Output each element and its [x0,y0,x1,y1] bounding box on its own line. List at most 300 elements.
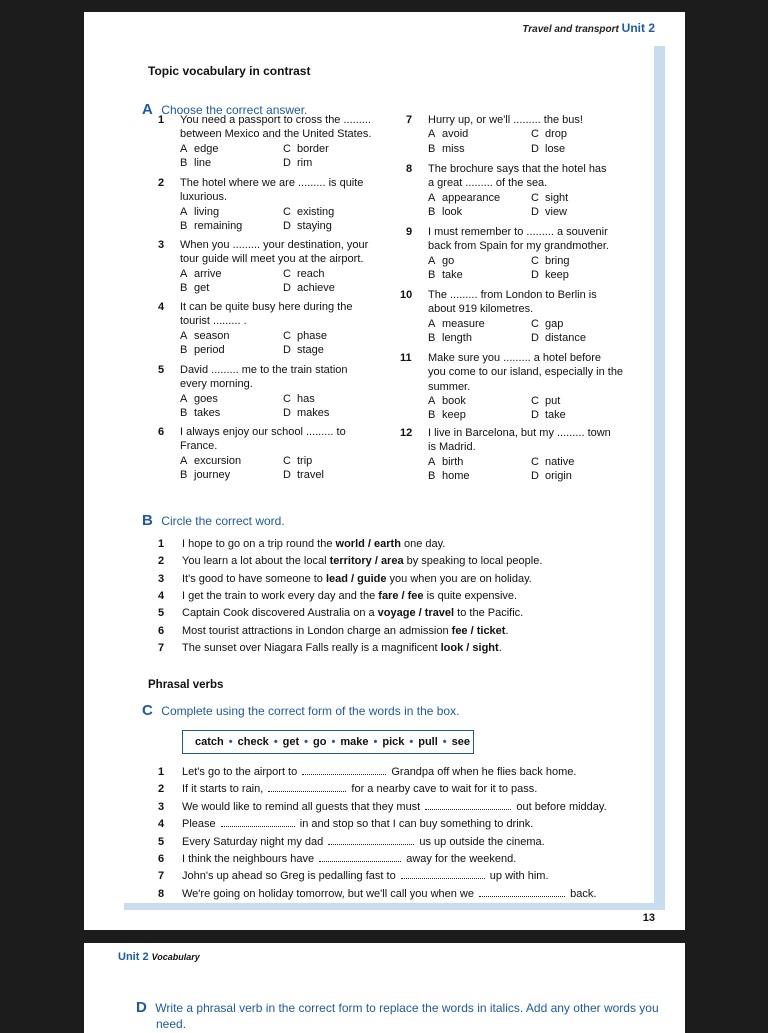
word-choice[interactable]: look / sight [440,641,499,654]
sentence-end: is quite expensive. [423,589,518,602]
option-text: phase [297,329,327,342]
option-d[interactable] [531,469,572,483]
section-a-letter: A [142,101,153,118]
option-letter: D [283,468,291,481]
option-letter: B [180,406,188,419]
option-a[interactable] [180,205,219,219]
page-number: 13 [642,912,655,924]
sentence-end: out before midday. [513,800,607,813]
option-d[interactable] [283,281,335,295]
option-letter: B [428,409,436,422]
option-text: gap [545,317,564,330]
option-letter: B [428,331,436,344]
section-b-header [142,512,285,530]
sentence-start: Most tourist attractions in London charge an admission [182,624,452,637]
separator-dot: • [442,736,447,748]
question-stem [428,225,628,254]
option-text: look [442,205,463,218]
word-choice[interactable]: fee / ticket [451,624,506,637]
option-text: avoid [442,128,469,141]
section-b-letter: B [142,512,153,529]
option-text: reach [297,267,325,280]
sentence-end: by speaking to local people. [403,555,543,568]
separator-dot: • [373,736,378,748]
section-c-header [142,702,459,720]
option-text: native [545,455,575,468]
option-text: line [194,156,212,169]
word-choice[interactable]: voyage / travel [377,607,455,620]
option-b[interactable] [180,219,242,233]
question-number: 6 [158,426,165,438]
question-stem-line: I must remember to ......... a souvenir [428,226,608,238]
section-d-title-cont: need. [156,1017,187,1031]
option-letter: C [531,455,539,468]
next-page-running-head [118,951,200,963]
option-b[interactable] [428,408,466,422]
question-stem-line: France. [180,440,218,453]
option-text: length [442,331,472,344]
sentence-start: John's up ahead so Greg is pedalling fast to [182,870,399,883]
question-stem-line: between Mexico and the United States. [180,128,372,141]
separator-dot: • [304,736,309,748]
section-b-item-number: 2 [158,555,165,568]
option-a[interactable] [428,191,500,205]
answer-blank[interactable] [401,877,485,879]
option-c[interactable] [283,454,312,468]
question-number: 9 [406,226,413,238]
option-text: get [194,281,210,294]
option-text: appearance [442,191,501,204]
running-head-title: Travel and transport [522,24,619,35]
phrasal-verbs-heading: Phrasal verbs [148,679,224,691]
option-letter: A [428,394,436,407]
option-letter: A [180,392,188,405]
option-text: birth [442,455,464,468]
section-c-item [182,836,545,848]
separator-dot: • [331,736,336,748]
option-text: origin [545,469,572,482]
option-letter: B [180,281,188,294]
option-text: stage [297,343,324,356]
question-stem [180,425,380,454]
option-a[interactable] [180,454,241,468]
question-number: 11 [400,352,412,364]
sentence-start: Please [182,818,219,831]
option-d[interactable] [531,408,566,422]
option-b[interactable] [428,205,462,219]
box-word: go [313,736,327,748]
question-stem-line: You need a passport to cross the ......... [180,114,371,126]
answer-blank[interactable] [328,843,414,845]
section-c-item-number: 7 [158,870,165,883]
option-a[interactable] [428,317,485,331]
option-text: achieve [297,281,335,294]
section-b-item [182,625,509,637]
option-d[interactable] [531,268,569,282]
question-stem-line: Hurry up, or we'll ......... the bus! [428,114,583,126]
question-stem [180,176,380,205]
sentence-start: Captain Cook discovered Australia on a [182,607,378,620]
sentence-end: in and stop so that I can buy something to drink. [296,818,534,831]
workbook-page-14-top [84,943,685,1033]
option-letter: B [180,156,188,169]
option-letter: D [283,281,291,294]
exercise-panel [124,46,665,910]
word-choice[interactable]: lead / guide [325,572,387,585]
option-text: takes [194,406,221,419]
box-word: get [282,736,300,748]
option-c[interactable] [283,392,315,406]
option-letter: D [283,156,291,169]
option-c[interactable] [531,127,567,141]
option-a[interactable] [428,254,454,268]
question-number: 2 [158,177,165,189]
running-head [522,21,655,35]
option-text: keep [545,268,569,281]
question-stem [180,363,380,392]
option-letter: A [180,142,188,155]
section-d-letter: D [136,999,147,1016]
option-letter: A [428,191,436,204]
sentence-end: you when you are on holiday. [386,572,532,585]
box-word: check [237,736,269,748]
sentence-end: us up outside the cinema. [416,835,545,848]
section-c-item-number: 4 [158,818,165,831]
word-choice[interactable]: world / earth [335,538,401,550]
question-number: 10 [400,289,413,301]
exercise-panel-body [124,46,654,903]
option-text: edge [194,142,219,155]
option-text: border [297,142,329,155]
option-letter: D [531,268,539,281]
answer-blank[interactable] [302,773,386,775]
box-word: catch [195,736,224,748]
question-stem [428,426,628,455]
option-a[interactable] [180,142,218,156]
question-stem [180,238,380,267]
option-c[interactable] [531,394,560,408]
sentence-start: The sunset over Niagara Falls really is a magnificent [182,641,441,654]
question-stem-line: you come to our island, especially in the [428,366,624,379]
section-b-item [182,642,502,654]
section-c-item [182,801,607,813]
option-c[interactable] [283,267,325,281]
section-b-item-number: 4 [158,589,165,602]
option-letter: A [180,329,188,342]
option-d[interactable] [283,406,329,420]
option-text: take [442,268,463,281]
question-stem-line: about 919 kilometres. [428,303,534,316]
option-a[interactable] [180,267,222,281]
section-c-item-number: 2 [158,783,165,796]
question-stem-line: summer. [428,380,471,393]
question-stem-line: tour guide will meet you at the airport. [180,253,364,266]
option-d[interactable] [283,219,332,233]
question-stem [428,288,628,317]
section-c-item [182,818,533,830]
option-letter: D [283,406,291,419]
option-c[interactable] [531,254,569,268]
option-a[interactable] [428,455,463,469]
section-a-title: Choose the correct answer. [161,103,308,117]
question-number: 7 [406,114,413,126]
sentence-start: Let's go to the airport to [182,766,301,778]
answer-blank[interactable] [268,790,346,792]
option-letter: D [531,331,539,344]
option-letter: A [428,254,436,267]
question-stem-line: luxurious. [180,191,228,204]
section-b-item [182,538,445,550]
section-c-item [182,888,596,900]
option-b[interactable] [428,142,465,156]
option-b[interactable] [180,343,225,357]
section-c-item-number: 3 [158,800,165,813]
option-letter: A [180,454,188,467]
next-page-unit: Unit 2 [118,951,149,963]
question-stem-line: a great ......... of the sea. [428,177,548,190]
next-page-section: Vocabulary [151,952,200,962]
option-text: book [442,394,466,407]
section-b-item-number: 1 [158,538,165,550]
sentence-end: to the Pacific. [454,607,524,620]
section-b-item [182,573,532,585]
option-c[interactable] [531,317,563,331]
option-text: staying [297,219,332,232]
sentence-end: . [505,624,509,637]
section-b-item [182,607,523,619]
option-c[interactable] [531,191,568,205]
question-stem [428,351,628,394]
section-b-item [182,555,542,567]
option-letter: A [428,455,436,468]
question-number: 4 [158,301,165,313]
option-letter: B [428,469,436,482]
option-d[interactable] [283,343,324,357]
option-letter: C [531,191,539,204]
option-d[interactable] [283,468,324,482]
box-word: pick [382,736,405,748]
section-c-item [182,870,549,882]
word-choice[interactable]: territory / area [329,555,404,568]
sentence-end: up with him. [486,870,549,883]
option-b[interactable] [428,268,463,282]
answer-blank[interactable] [479,895,565,897]
option-text: distance [545,331,586,344]
section-b-item-number: 3 [158,572,165,585]
option-text: bring [545,254,570,267]
option-letter: C [531,254,539,267]
box-word: pull [418,736,438,748]
option-b[interactable] [428,469,470,483]
section-c-item [182,853,516,865]
option-a[interactable] [428,394,466,408]
question-stem-line: I live in Barcelona, but my ......... town [428,427,611,439]
sentence-start: I think the neighbours have [182,853,318,865]
option-letter: B [180,343,188,356]
option-letter: C [531,317,539,330]
box-word: see [451,736,470,748]
option-letter: C [531,394,539,407]
option-b[interactable] [180,156,211,170]
option-c[interactable] [283,205,334,219]
option-b[interactable] [428,331,472,345]
sentence-start: If it starts to rain, [182,783,267,796]
question-stem-line: back from Spain for my grandmother. [428,240,609,253]
option-text: goes [194,392,218,405]
option-text: living [194,205,220,218]
option-text: rim [297,156,313,169]
option-text: sight [545,191,569,204]
option-letter: D [283,219,291,232]
section-c-item [182,783,537,795]
question-number: 8 [406,163,413,175]
answer-blank[interactable] [221,825,295,827]
question-number: 1 [158,114,165,126]
option-letter: D [283,343,291,356]
sentence-start: It's good to have someone to [182,572,326,585]
option-d[interactable] [531,142,565,156]
option-b[interactable] [180,468,230,482]
option-text: go [442,254,455,267]
option-d[interactable] [283,156,312,170]
option-letter: C [283,205,291,218]
option-a[interactable] [180,329,229,343]
sentence-start: You learn a lot about the local [182,555,330,568]
separator-dot: • [228,736,233,748]
question-stem-line: It can be quite busy here during the [180,301,353,313]
option-c[interactable] [531,455,574,469]
section-c-item-number: 5 [158,835,165,848]
option-text: remaining [194,219,243,232]
option-text: existing [297,205,335,218]
section-b-title: Circle the correct word. [161,514,285,528]
option-letter: A [180,205,188,218]
question-stem-line: The hotel where we are ......... is quite [180,177,364,189]
question-stem-line: I always enjoy our school ......... to [180,426,346,438]
sentence-end: for a nearby cave to wait for it to pass. [348,783,538,796]
option-letter: C [531,128,539,141]
option-text: season [194,329,230,342]
option-c[interactable] [283,329,327,343]
option-text: arrive [194,267,222,280]
running-head-unit: Unit 2 [621,21,655,35]
option-letter: C [283,267,291,280]
question-stem-line: tourist ......... . [180,315,247,328]
question-stem-line: is Madrid. [428,441,476,454]
separator-dot: • [409,736,414,748]
option-c[interactable] [283,142,329,156]
option-b[interactable] [180,281,209,295]
question-stem-line: Make sure you ......... a hotel before [428,352,602,364]
option-letter: A [428,317,436,330]
question-stem-line: When you ......... your destination, your [180,239,369,251]
section-b-item [182,590,517,602]
option-letter: D [531,469,539,482]
option-text: keep [442,409,466,422]
question-stem [180,113,380,142]
option-text: miss [442,142,465,155]
option-a[interactable] [428,127,468,141]
section-c-letter: C [142,702,153,719]
box-word: make [340,736,369,748]
question-number: 12 [400,427,413,439]
section-b-item-number: 5 [158,607,165,620]
section-c-item [182,766,576,778]
section-d-header [136,999,676,1031]
sentence-end: . [498,641,502,654]
sentence-end: back. [567,887,597,900]
option-letter: C [283,392,291,405]
option-text: lose [545,142,566,155]
sentence-start: We would like to remind all guests that they must [182,800,424,813]
word-choice[interactable]: fare / fee [378,589,424,602]
word-box [182,730,474,754]
option-letter: C [283,142,291,155]
option-letter: D [531,142,539,155]
option-d[interactable] [531,331,586,345]
question-number: 5 [158,364,165,376]
option-letter: A [180,267,188,280]
section-c-title: Complete using the correct form of the words in the box. [161,704,460,718]
option-letter: C [283,329,291,342]
option-letter: D [531,409,539,422]
question-stem-line: The ......... from London to Berlin is [428,289,597,301]
option-text: period [194,343,225,356]
option-text: measure [442,317,485,330]
sentence-start: I get the train to work every day and the [182,589,379,602]
sentence-end: away for the weekend. [403,853,517,865]
answer-blank[interactable] [425,808,511,810]
sentence-end: one day. [400,538,446,550]
sentence-start: Every Saturday night my dad [182,835,327,848]
question-stem [428,113,628,127]
option-letter: B [428,205,436,218]
section-d-title: Write a phrasal verb in the correct form to replace the words in italics. Add any other words you [155,1001,659,1015]
section-c-item-number: 6 [158,853,165,865]
option-text: makes [297,406,330,419]
section-c-item-number: 8 [158,887,165,900]
option-letter: B [428,268,436,281]
question-stem [428,162,628,191]
question-stem [180,300,380,329]
option-text: put [545,394,561,407]
option-letter: B [180,468,188,481]
option-text: travel [297,468,324,481]
workbook-page-13 [84,12,685,930]
option-b[interactable] [180,406,220,420]
option-text: journey [194,468,231,481]
option-d[interactable] [531,205,567,219]
option-text: view [545,205,568,218]
option-letter: B [180,219,188,232]
option-letter: B [428,142,436,155]
option-letter: A [428,128,436,141]
sentence-end: Grandpa off when he flies back home. [388,766,577,778]
section-c-item-number: 1 [158,766,165,778]
option-a[interactable] [180,392,218,406]
option-text: excursion [194,454,242,467]
option-text: trip [297,454,313,467]
section-b-item-number: 6 [158,624,165,637]
answer-blank[interactable] [319,860,401,862]
sentence-start: We're going on holiday tomorrow, but we'll call you when we [182,887,478,900]
question-stem-line: The brochure says that the hotel has [428,163,607,175]
option-text: has [297,392,315,405]
option-text: drop [545,128,568,141]
section-b-item-number: 7 [158,641,165,654]
option-letter: C [283,454,291,467]
question-stem-line: every morning. [180,378,253,391]
